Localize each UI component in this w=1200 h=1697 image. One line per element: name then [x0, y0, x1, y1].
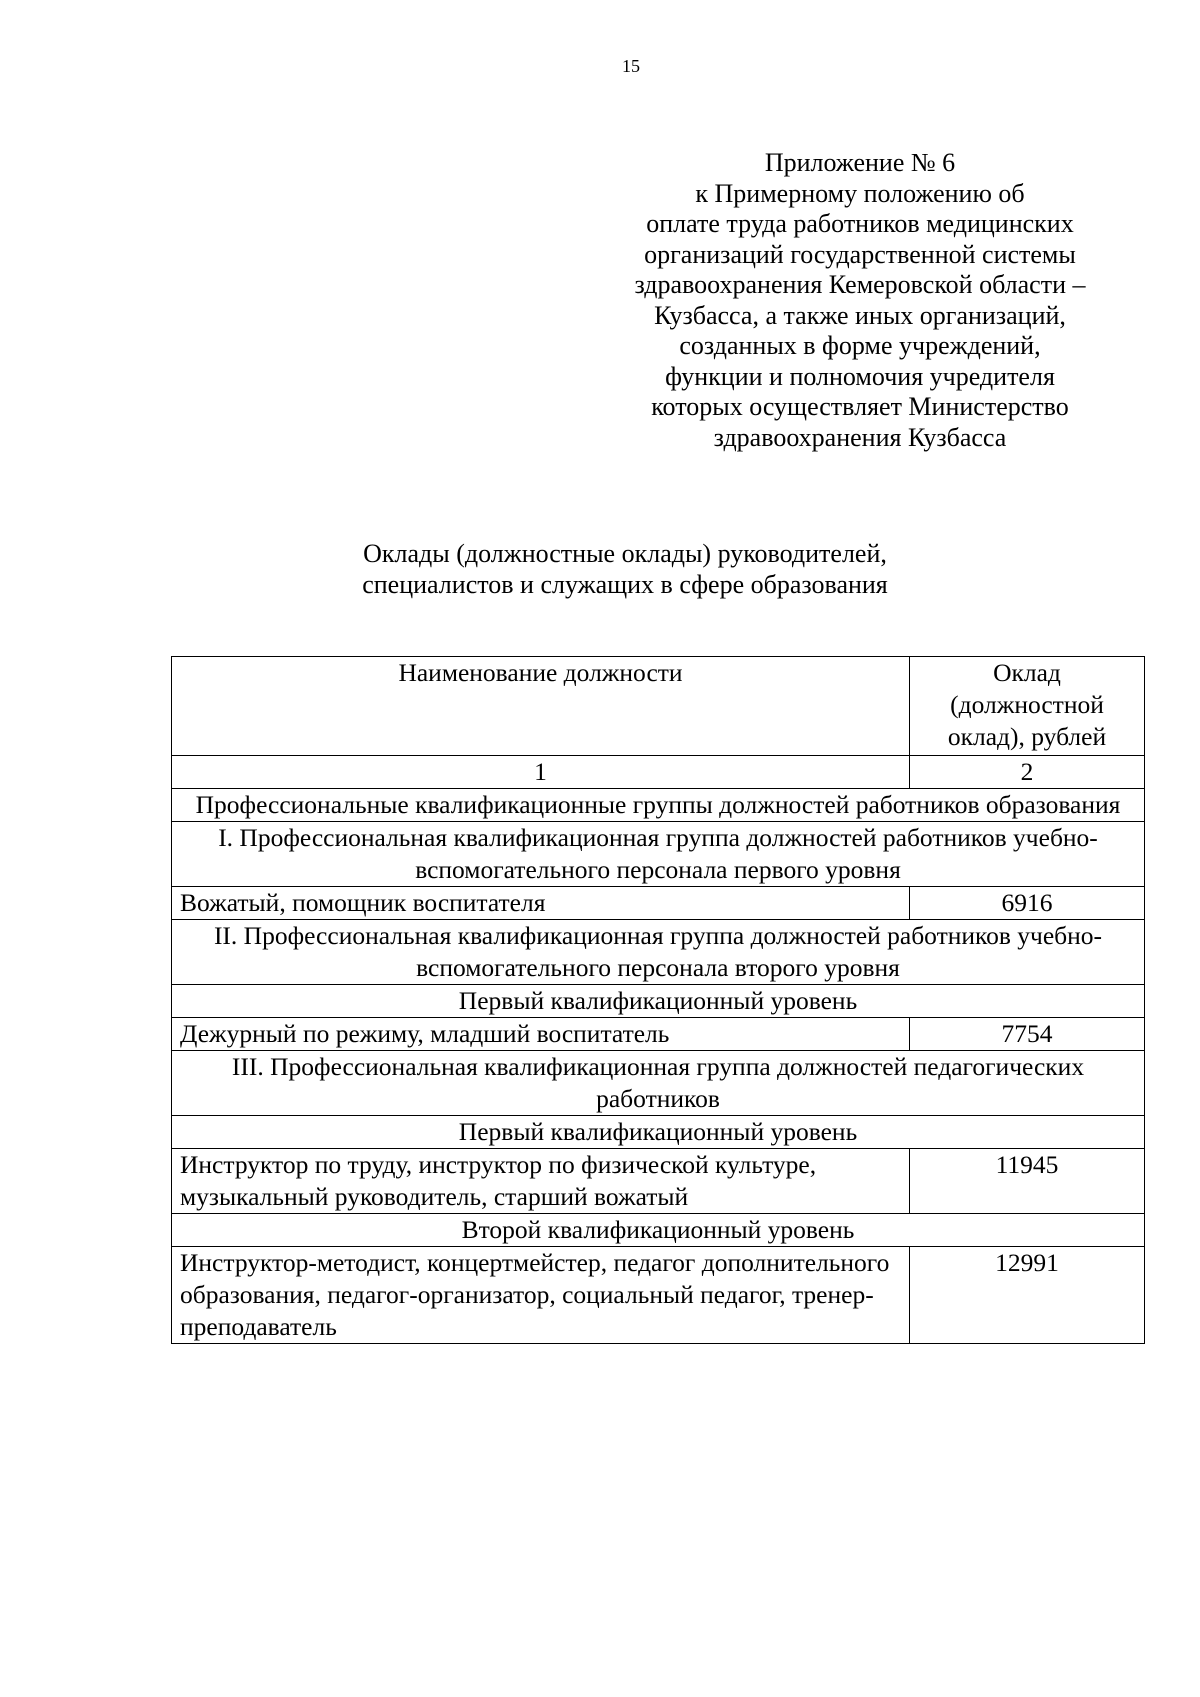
header-salary: Оклад (должностной оклад), рублей [910, 657, 1145, 756]
salary-value: 6916 [910, 887, 1145, 920]
position-name: Инструктор по труду, инструктор по физической культуре, музыкальный руководитель, старший вожатый [172, 1149, 910, 1214]
appendix-line: организаций государственной системы [644, 239, 1076, 269]
level-row [172, 1116, 1145, 1149]
appendix-line: Приложение № 6 [764, 148, 956, 177]
title-line: специалистов и служащих в сфере образования [362, 570, 888, 599]
appendix-line: созданных в форме учреждений, [679, 331, 1041, 360]
salary-value: 12991 [910, 1247, 1145, 1344]
group-1-title: I. Профессиональная квалификационная группа должностей работников учебно-вспомогательного персонала первого уровня [172, 822, 1145, 887]
section-title-row [172, 789, 1145, 822]
appendix-line: оплате труда работников медицинских [646, 209, 1074, 238]
appendix-line: функции и полномочия учредителя [665, 361, 1055, 391]
table-row [172, 1018, 1145, 1051]
appendix-line: здравоохранения Кузбасса [713, 422, 1007, 452]
table-row [172, 1247, 1145, 1344]
salary-value: 7754 [910, 1018, 1145, 1051]
title-line: Оклады (должностные оклады) руководителей, [363, 539, 887, 568]
page-number: 15 [622, 56, 640, 76]
qualification-level: Второй квалификационный уровень [172, 1214, 1145, 1247]
appendix-line: которых осуществляет Министерство [651, 392, 1069, 421]
qualification-level: Первый квалификационный уровень [172, 985, 1145, 1018]
header-position-name: Наименование должности [172, 657, 910, 756]
position-name: Вожатый, помощник воспитателя [172, 887, 910, 920]
column-numbers-row [172, 756, 1145, 789]
position-name: Инструктор-методист, концертмейстер, педагог дополнительного образования, педагог-организатор, социальный педагог, тренер-преподаватель [172, 1247, 910, 1344]
group-title-row [172, 920, 1145, 985]
document-title [300, 538, 950, 600]
appendix-note [620, 148, 1100, 453]
group-title-row [172, 822, 1145, 887]
salary-table [171, 656, 1145, 1344]
table-row [172, 1149, 1145, 1214]
level-row [172, 1214, 1145, 1247]
appendix-line: к Примерному положению об [695, 178, 1025, 208]
position-name: Дежурный по режиму, младший воспитатель [172, 1018, 910, 1051]
level-row [172, 985, 1145, 1018]
group-title-row [172, 1051, 1145, 1116]
qualification-level: Первый квалификационный уровень [172, 1116, 1145, 1149]
appendix-line: Кузбасса, а также иных организаций, [654, 300, 1066, 330]
table-row [172, 887, 1145, 920]
column-number: 2 [910, 756, 1145, 789]
section-title: Профессиональные квалификационные группы должностей работников образования [172, 789, 1145, 822]
salary-value: 11945 [910, 1149, 1145, 1214]
appendix-line: здравоохранения Кемеровской области – [634, 270, 1086, 299]
column-number: 1 [172, 756, 910, 789]
group-3-title: III. Профессиональная квалификационная группа должностей педагогических работников [172, 1051, 1145, 1116]
group-2-title: II. Профессиональная квалификационная группа должностей работников учебно-вспомогательного персонала второго уровня [172, 920, 1145, 985]
table-header-row [172, 657, 1145, 756]
